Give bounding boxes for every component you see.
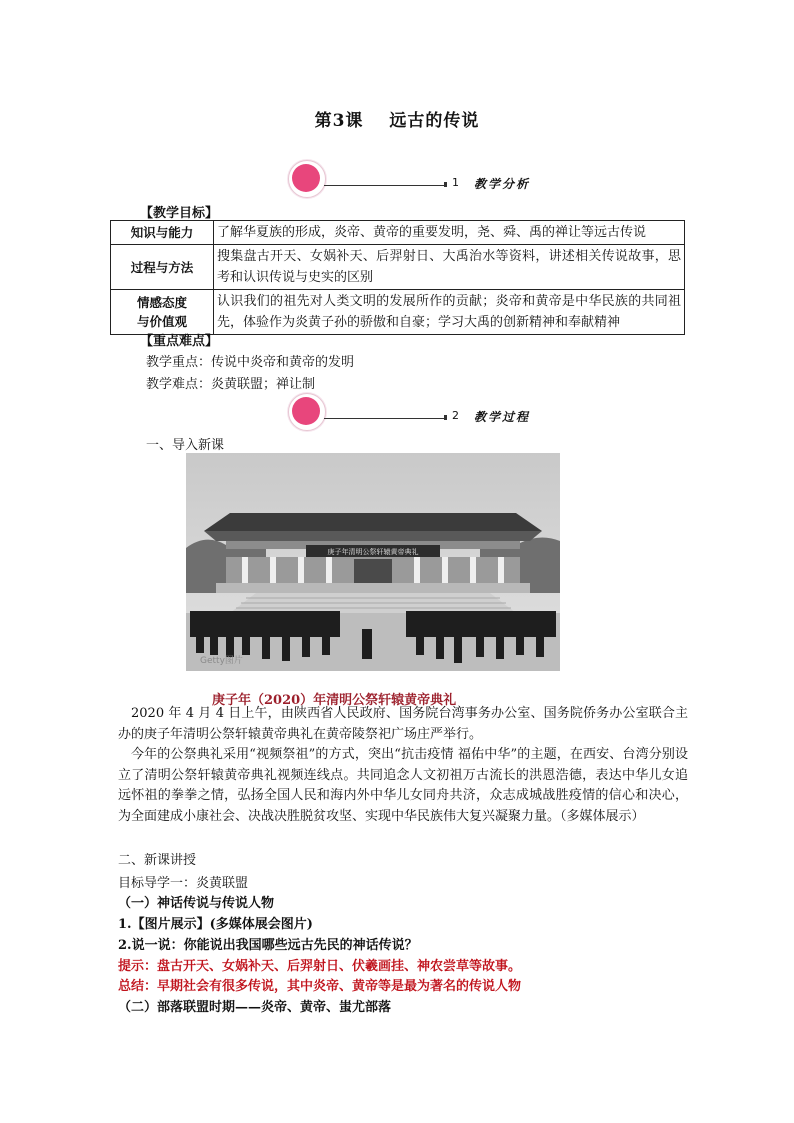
ceremony-photo	[186, 453, 560, 671]
hint-text: 提示：盘古开天、女娲补天、后羿射日、伏羲画挂、神农尝草等故事。	[118, 959, 522, 974]
section-number: 1	[452, 176, 459, 189]
section-label: 教学分析	[474, 177, 531, 191]
intro-paragraph-1: 2020 年 4 月 4 日上午，由陕西省人民政府、国务院台湾事务办公室、国务院侨务办公室联合主办的庚子年清明公祭轩辕黄帝典礼在黄帝陵祭祀广场庄严举行。	[118, 706, 688, 742]
difficult-point: 教学难点：炎黄联盟；禅让制	[146, 377, 316, 392]
lesson-number: 第3课	[314, 111, 364, 131]
photo-caption: 庚子年（2020）年清明公祭轩辕黄帝典礼	[212, 693, 457, 708]
subheading-myths: （一）神话传说与传说人物	[118, 896, 275, 911]
key-points-heading: 【重点难点】	[140, 334, 219, 349]
photo-banner-text: 庚子年清明公祭轩辕黄帝典礼	[327, 548, 419, 556]
table-row	[111, 245, 685, 290]
goals-table	[110, 220, 685, 335]
photo-watermark: Getty图片	[200, 656, 243, 666]
goal-key: 过程与方法	[111, 245, 214, 290]
goal-value: 搜集盘古开天、女娲补天、后羿射日、大禹治水等资料，讲述相关传说故事，思考和认识传说与史实的区别	[214, 245, 685, 290]
summary-text: 总结：早期社会有很多传说，其中炎帝、黄帝等是最为著名的传说人物	[118, 979, 522, 994]
ceremony-photo-drawing	[186, 453, 560, 671]
goal-value: 认识我们的祖先对人类文明的发展所作的贡献；炎帝和黄帝是中华民族的共同祖先，体验作为炎黄子孙的骄傲和自豪；学习大禹的创新精神和奉献精神	[214, 290, 685, 335]
table-row	[111, 221, 685, 245]
item-picture-show: 1.【图片展示】(多媒体展会图片)	[118, 917, 313, 932]
section-label: 教学过程	[474, 410, 531, 424]
section-number: 2	[452, 409, 459, 422]
section-marker-process	[288, 393, 588, 433]
goal-key: 知识与能力	[111, 221, 214, 245]
target-heading: 目标导学一：炎黄联盟	[118, 876, 249, 891]
subheading-tribes: （二）部落联盟时期——炎帝、黄帝、蚩尤部落	[118, 1000, 392, 1015]
key-point: 教学重点：传说中炎帝和黄帝的发明	[146, 355, 355, 370]
table-row	[111, 290, 685, 335]
intro-paragraph-2: 今年的公祭典礼采用“视频祭祖”的方式，突出“抗击疫情 福佑中华”的主题，在西安、台湾分别设立了清明公祭轩辕黄帝典礼视频连线点。共同追念人文初祖万古流长的洪恩浩德，表达中华儿女追远怀祖的拳拳之情，弘扬全国人民和海内外中华儿女同舟共济，众志成城战胜疫情的信心和决心，为全面建成小康社会、决战决胜脱贫攻坚、实现中华民族伟大复兴凝聚力量。（多媒体展示）	[118, 747, 688, 824]
lesson-name: 远古的传说	[389, 111, 480, 131]
item-discussion: 2.说一说：你能说出我国哪些远古先民的神话传说？	[118, 938, 418, 953]
intro-heading: 一、导入新课	[146, 438, 225, 453]
page-title	[0, 106, 794, 131]
goal-key: 情感态度 与价值观	[111, 290, 214, 335]
new-lesson-heading: 二、新课讲授	[118, 853, 197, 868]
goals-heading: 【教学目标】	[140, 206, 219, 221]
goal-value: 了解华夏族的形成，炎帝、黄帝的重要发明，尧、舜、禹的禅让等远古传说	[214, 221, 685, 245]
section-marker-analysis	[288, 160, 588, 200]
